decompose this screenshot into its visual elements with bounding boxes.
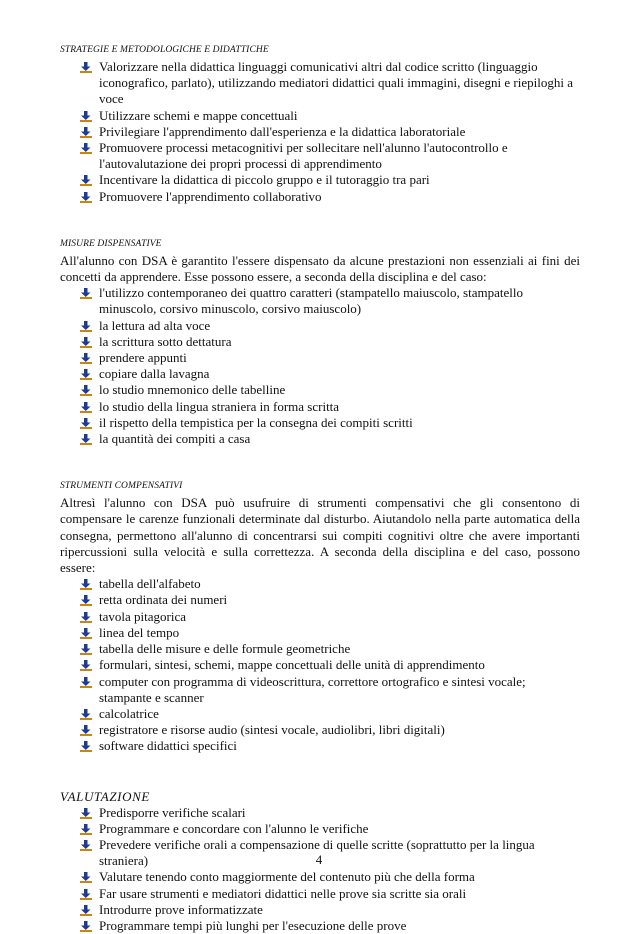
list-item <box>60 902 580 918</box>
list-item <box>60 124 580 140</box>
list-item-text: Far usare strumenti e mediatori didattici nelle prove sia scritte sia orali <box>99 885 467 901</box>
list-item-text: la quantità dei compiti a casa <box>99 431 251 447</box>
arrow-down-bullet-icon <box>80 353 92 364</box>
list-item <box>60 140 580 172</box>
list-item <box>60 625 580 641</box>
arrow-down-bullet-icon <box>80 612 92 623</box>
arrow-down-bullet-icon <box>80 628 92 639</box>
list-misure <box>60 285 580 447</box>
list-item <box>60 805 580 821</box>
arrow-down-bullet-icon <box>80 385 92 396</box>
arrow-down-bullet-icon <box>80 644 92 655</box>
list-item-text: tabella delle misure e delle formule geometriche <box>99 641 351 657</box>
list-item <box>60 285 580 317</box>
list-item-text: formulari, sintesi, schemi, mappe concettuali delle unità di apprendimento <box>99 657 485 673</box>
list-item-text: Programmare e concordare con l'alunno le verifiche <box>99 820 369 836</box>
list-item <box>60 869 580 885</box>
list-item-text: registratore e risorse audio (sintesi vocale, audiolibri, libri digitali) <box>99 722 445 738</box>
list-item-text: Promuovere l'apprendimento collaborativo <box>99 188 322 204</box>
list-item-text: computer con programma di videoscrittura, correttore ortografico e sintesi vocale; stampante e scanner <box>99 673 526 705</box>
list-item <box>60 706 580 722</box>
list-item <box>60 366 580 382</box>
arrow-down-bullet-icon <box>80 725 92 736</box>
arrow-down-bullet-icon <box>80 824 92 835</box>
list-item-text: Valorizzare nella didattica linguaggi comunicativi altri dal codice scritto (linguaggio iconografico, parlato), utilizzando mediatori didattici quali immagini, disegni e riepiloghi a voce <box>99 59 573 107</box>
strumenti-intro-paragraph: Altresì l'alunno con DSA può usufruire di strumenti compensativi che gli consentono di compensare le carenze funzionali determinate dal disturbo. Aiutandolo nella parte automatica della consegna, permettono all'alunno di concentrarsi sui compiti cognitivi oltre che avere importanti ripercussioni sulla velocità e sulla correttezza. A seconda della disciplina e del caso, possono essere: <box>60 495 580 576</box>
list-item-text: Promuovere processi metacognitivi per sollecitare nell'alunno l'autocontrollo e l'autovalutazione dei propri processi di apprendimento <box>99 140 508 172</box>
list-item <box>60 821 580 837</box>
section-strumenti <box>60 480 580 754</box>
list-item-text: copiare dalla lavagna <box>99 366 210 382</box>
list-strumenti <box>60 576 580 754</box>
arrow-down-bullet-icon <box>80 595 92 606</box>
section-heading-strategie: STRATEGIE E METODOLOGICHE E DIDATTICHE <box>60 45 269 55</box>
arrow-down-bullet-icon <box>80 321 92 332</box>
list-item-text: linea del tempo <box>99 624 180 640</box>
list-item-text: la lettura ad alta voce <box>99 317 211 333</box>
arrow-down-bullet-icon <box>80 921 92 932</box>
arrow-down-bullet-icon <box>80 660 92 671</box>
arrow-down-bullet-icon <box>80 808 92 819</box>
list-item-text: tabella dell'alfabeto <box>99 576 201 592</box>
list-item-text: la scrittura sotto dettatura <box>99 333 232 349</box>
arrow-down-bullet-icon <box>80 872 92 883</box>
list-item-text: Utilizzare schemi e mappe concettuali <box>99 107 298 123</box>
list-item-text: il rispetto della tempistica per la consegna dei compiti scritti <box>99 414 413 430</box>
arrow-down-bullet-icon <box>80 741 92 752</box>
list-item <box>60 350 580 366</box>
list-item <box>60 318 580 334</box>
arrow-down-bullet-icon <box>80 889 92 900</box>
arrow-down-bullet-icon <box>80 709 92 720</box>
list-item-text: Introdurre prove informatizzate <box>99 901 263 917</box>
list-item-text: retta ordinata dei numeri <box>99 592 228 608</box>
list-item-text: Prevedere verifiche orali a compensazione di quelle scritte (soprattutto per la lingua straniera) <box>99 836 535 869</box>
list-item-text: Programmare tempi più lunghi per l'esecuzione delle prove <box>99 917 407 933</box>
list-item <box>60 415 580 431</box>
list-item-text: lo studio della lingua straniera in forma scritta <box>99 398 340 414</box>
list-item <box>60 722 580 738</box>
list-item <box>60 399 580 415</box>
list-strategie <box>60 59 580 205</box>
list-item <box>60 59 580 108</box>
arrow-down-bullet-icon <box>80 175 92 186</box>
list-item-text: Predisporre verifiche scalari <box>99 804 246 820</box>
arrow-down-bullet-icon <box>80 677 92 688</box>
list-item <box>60 674 580 706</box>
list-valutazione <box>60 805 580 934</box>
arrow-down-bullet-icon <box>80 111 92 122</box>
page-number: 4 <box>315 852 323 867</box>
section-heading-misure: MISURE DISPENSATIVE <box>60 238 162 249</box>
arrow-down-bullet-icon <box>80 192 92 203</box>
list-item <box>60 918 580 934</box>
list-item <box>60 886 580 902</box>
arrow-down-bullet-icon <box>80 288 92 299</box>
list-item <box>60 592 580 608</box>
arrow-down-bullet-icon <box>80 905 92 916</box>
list-item-text: lo studio mnemonico delle tabelline <box>99 382 286 398</box>
list-item-text: tavola pitagorica <box>99 608 186 624</box>
section-misure <box>60 238 580 447</box>
arrow-down-bullet-icon <box>80 434 92 445</box>
list-item <box>60 657 580 673</box>
list-item <box>60 641 580 657</box>
list-item <box>60 334 580 350</box>
list-item <box>60 576 580 592</box>
arrow-down-bullet-icon <box>80 579 92 590</box>
section-strategie <box>60 44 580 205</box>
section-heading-strumenti: STRUMENTI COMPENSATIVI <box>60 481 183 492</box>
list-item <box>60 609 580 625</box>
list-item <box>60 108 580 124</box>
list-item-text: Incentivare la didattica di piccolo gruppo e il tutoraggio tra pari <box>99 172 430 188</box>
list-item-text: software didattici specifici <box>99 738 237 754</box>
list-item-text: Privilegiare l'apprendimento dall'esperienza e la didattica laboratoriale <box>99 123 466 139</box>
list-item <box>60 431 580 447</box>
section-heading-valutazione: VALUTAZIONE <box>60 788 150 804</box>
list-item <box>60 172 580 188</box>
arrow-down-bullet-icon <box>80 402 92 413</box>
list-item <box>60 189 580 205</box>
list-item-text: l'utilizzo contemporaneo dei quattro caratteri (stampatello maiuscolo, stampatello minuscolo, corsivo minuscolo, corsivo maiuscolo) <box>99 285 523 317</box>
list-item-text: prendere appunti <box>99 350 187 366</box>
list-item <box>60 738 580 754</box>
arrow-down-bullet-icon <box>80 840 92 851</box>
arrow-down-bullet-icon <box>80 337 92 348</box>
document-page <box>60 44 580 934</box>
arrow-down-bullet-icon <box>80 143 92 154</box>
list-item-text: Valutare tenendo conto maggiormente del contenuto più che della forma <box>99 869 475 885</box>
arrow-down-bullet-icon <box>80 62 92 73</box>
arrow-down-bullet-icon <box>80 127 92 138</box>
list-item <box>60 382 580 398</box>
list-item-text: calcolatrice <box>99 705 159 721</box>
misure-intro-paragraph: All'alunno con DSA è garantito l'essere dispensato da alcune prestazioni non essenziali ai fini dei concetti da apprendere. Esse possono essere, a seconda della disciplina e del caso: <box>60 252 580 285</box>
arrow-down-bullet-icon <box>80 418 92 429</box>
arrow-down-bullet-icon <box>80 369 92 380</box>
